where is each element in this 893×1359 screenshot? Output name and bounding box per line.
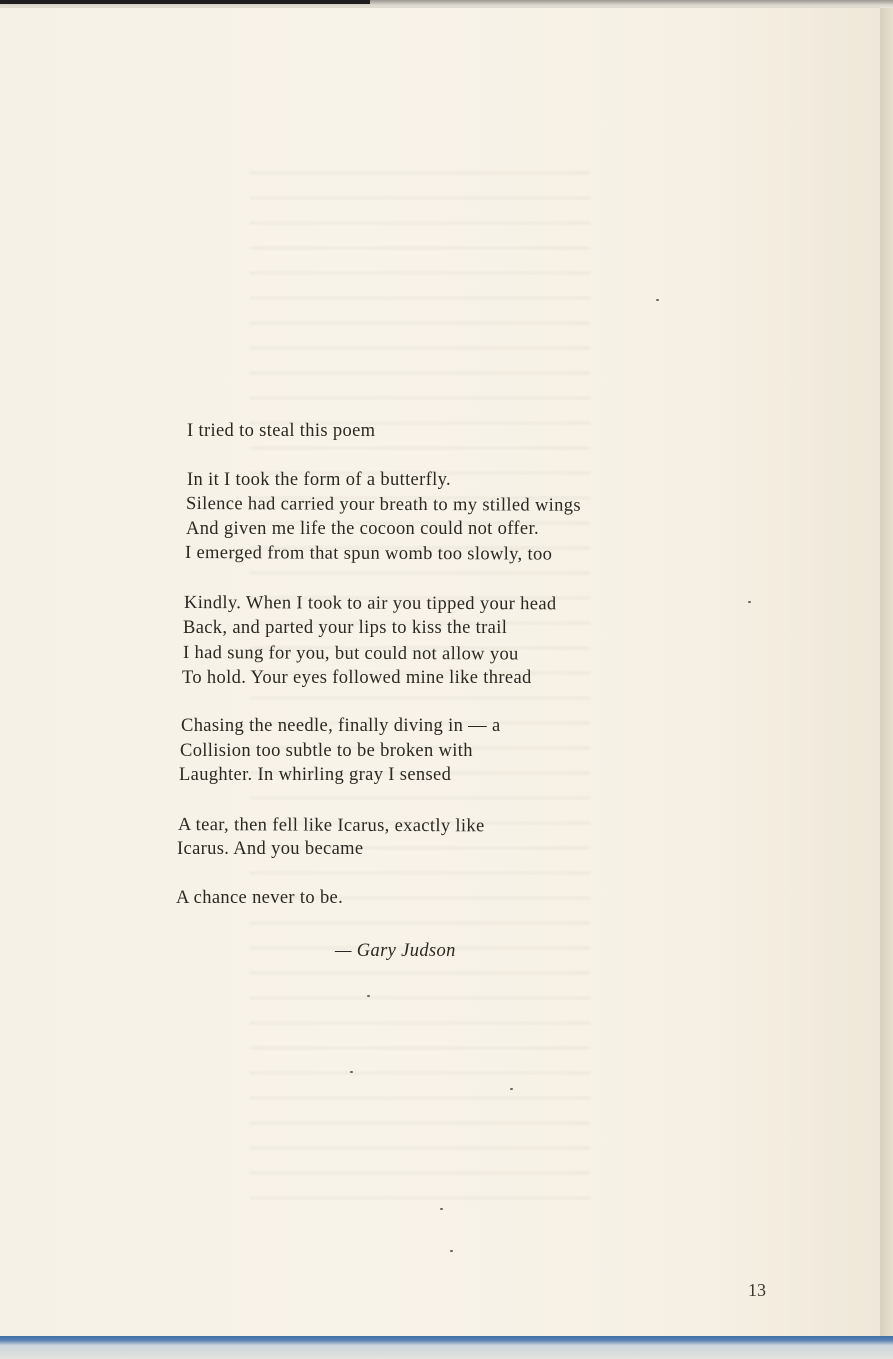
bottom-scan-edge xyxy=(0,1336,893,1359)
paper-speck xyxy=(510,1088,513,1090)
poem-line: Silence had carried your breath to my stilled wings xyxy=(185,494,581,516)
poem-line: Chasing the needle, finally diving in — a xyxy=(181,716,501,736)
poem-line: Collision too subtle to be broken with xyxy=(180,741,473,761)
poem-line: Kindly. When I took to air you tipped your head xyxy=(183,593,557,615)
poem-line: And given me life the cocoon could not offer. xyxy=(186,519,539,539)
top-edge-shadow xyxy=(0,0,893,8)
right-page-edge xyxy=(880,8,893,1342)
poem-opening-line: I tried to steal this poem xyxy=(187,421,376,441)
paper-speck xyxy=(748,601,751,603)
paper-speck xyxy=(450,1250,453,1252)
paper-speck xyxy=(440,1208,443,1210)
poem-line: Icarus. And you became xyxy=(177,839,364,859)
poem-line: Back, and parted your lips to kiss the trail xyxy=(183,618,508,638)
paper-speck xyxy=(367,995,370,997)
poem-line: Laughter. In whirling gray I sensed xyxy=(179,765,452,785)
paper-sheet xyxy=(0,8,880,1342)
poem-closing-line: A chance never to be. xyxy=(176,888,344,908)
page-number: 13 xyxy=(748,1280,766,1300)
paper-speck xyxy=(656,299,659,301)
poem-line: A tear, then fell like Icarus, exactly like xyxy=(177,815,485,837)
poem-line: I emerged from that spun womb too slowly, too xyxy=(184,543,553,565)
poem-line: In it I took the form of a butterfly. xyxy=(187,470,452,490)
author-signature: — Gary Judson xyxy=(335,941,456,961)
poem-line: To hold. Your eyes followed mine like thread xyxy=(182,668,532,688)
paper-speck xyxy=(350,1071,353,1073)
poem-line: I had sung for you, but could not allow you xyxy=(182,643,519,665)
poem xyxy=(0,8,880,1342)
